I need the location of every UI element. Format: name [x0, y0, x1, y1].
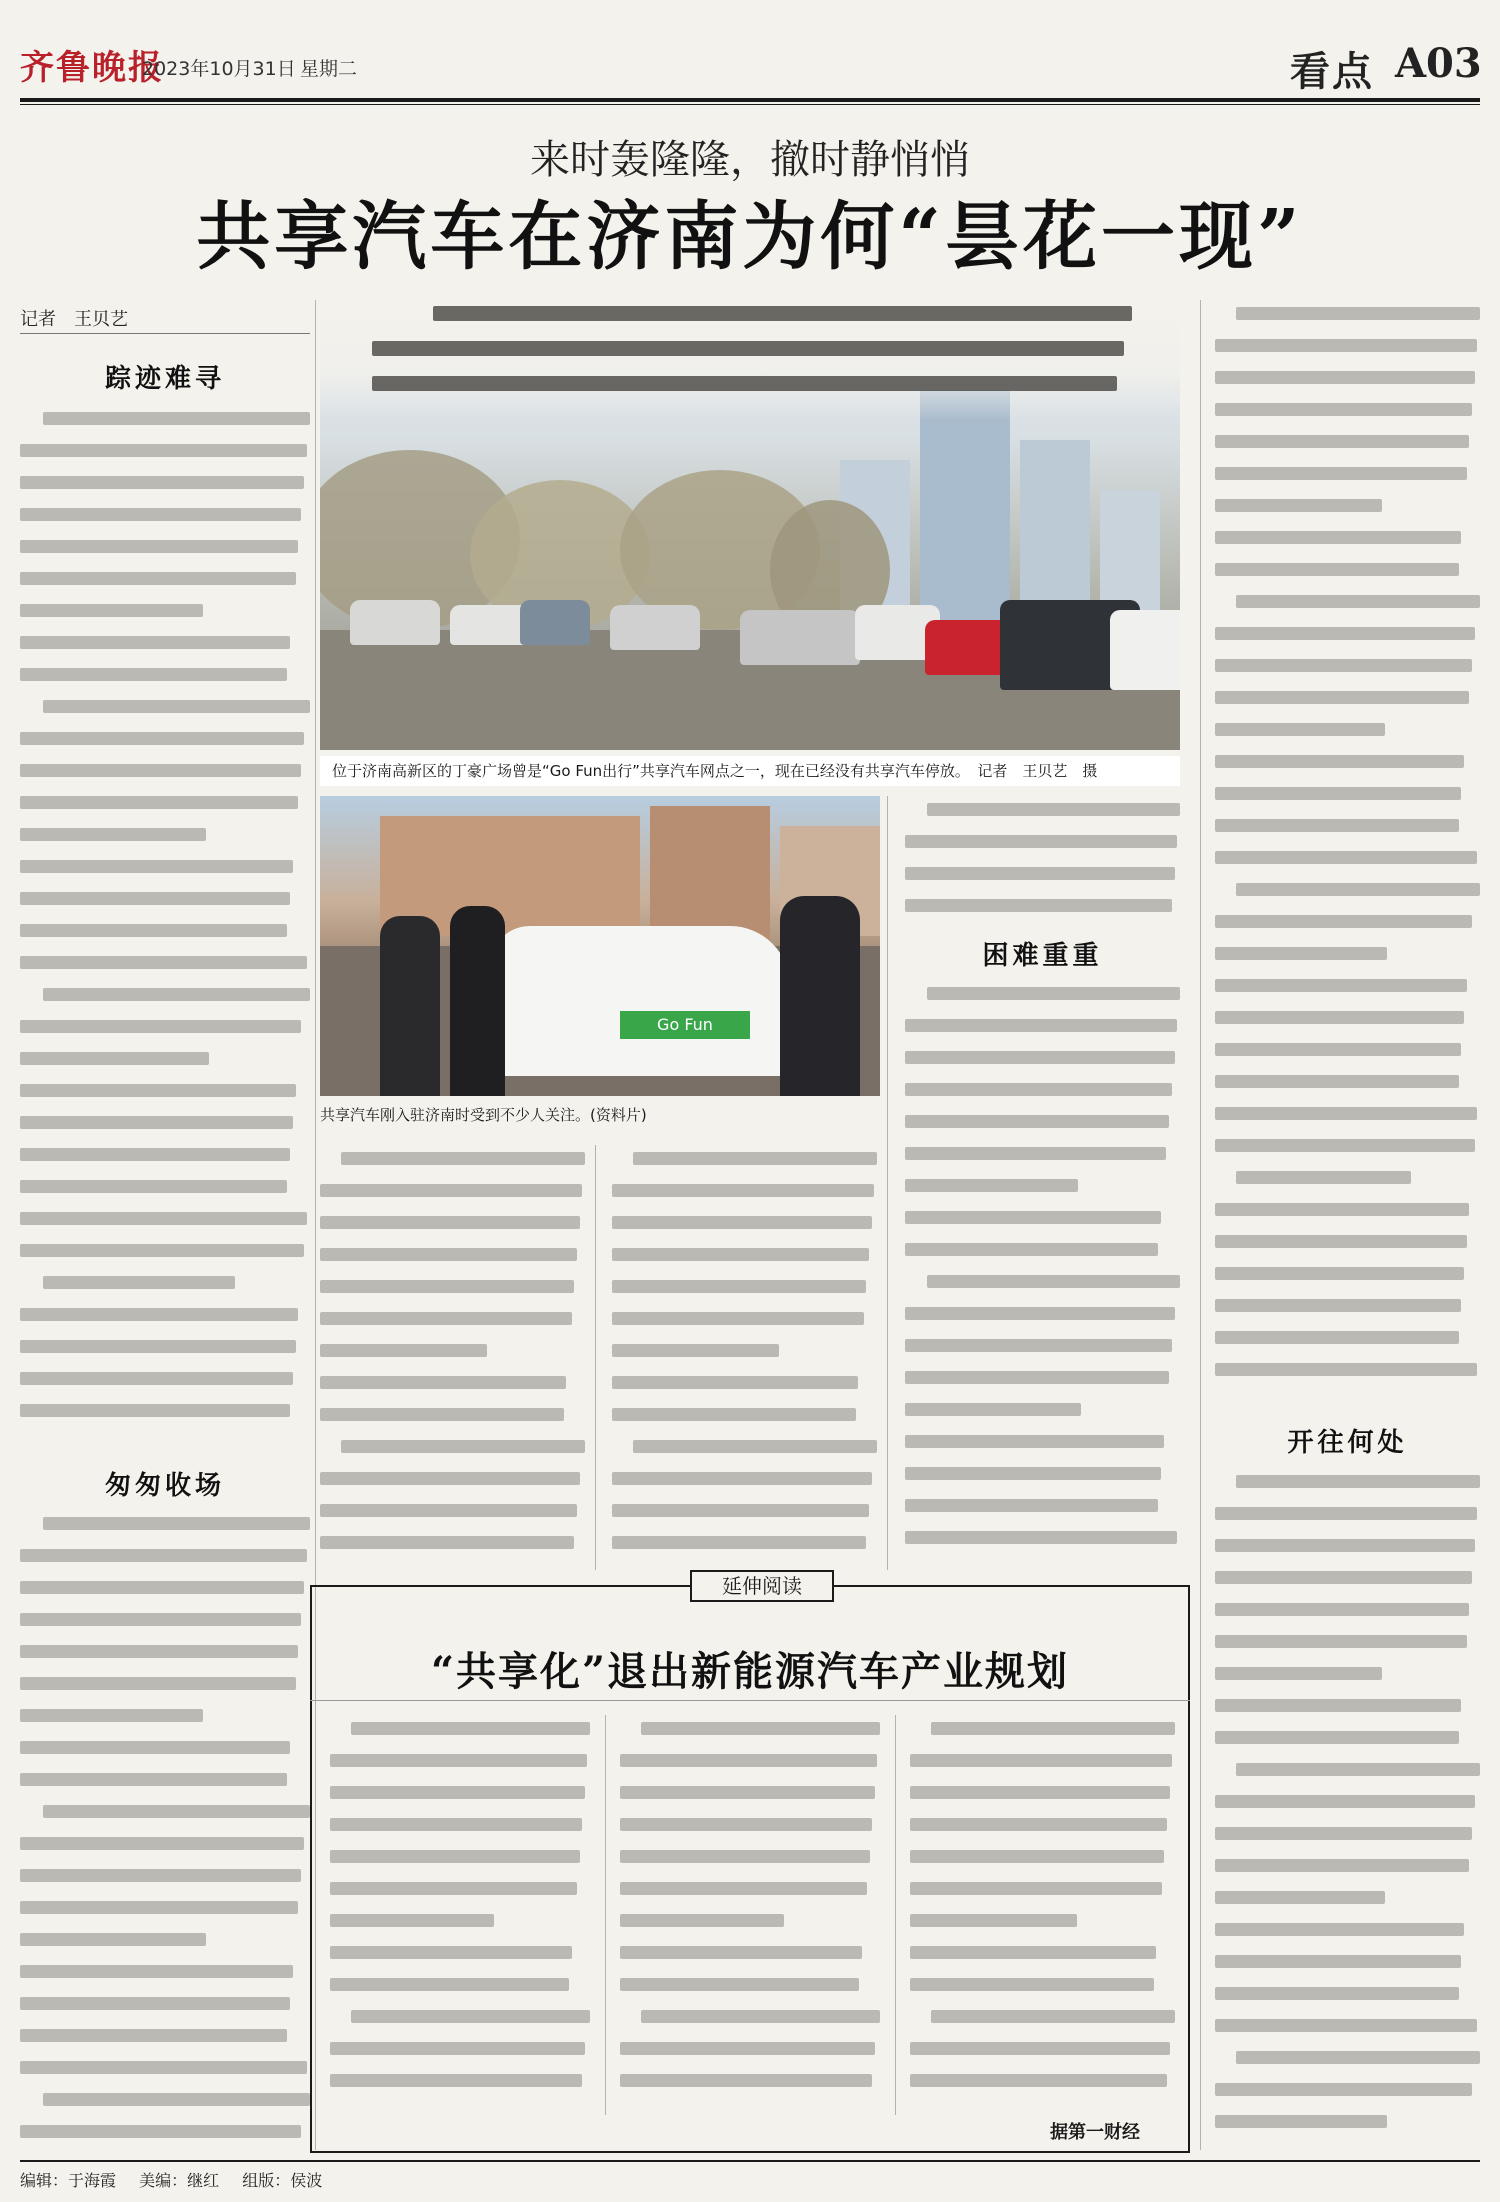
text-line [1215, 716, 1480, 742]
text-line [20, 1702, 310, 1728]
text-line [1215, 1724, 1480, 1750]
issue-weekday: 星期二 [300, 58, 358, 80]
text-line [20, 821, 310, 847]
text-line [20, 2054, 310, 2080]
text-line [910, 1843, 1175, 1869]
text-line [910, 1971, 1175, 1997]
text-line [905, 1492, 1180, 1518]
text-line [20, 1830, 310, 1856]
text-line [905, 1012, 1180, 1038]
article-kicker: 来时轰隆隆，撤时静悄悄 [530, 137, 970, 183]
text-line [1215, 1164, 1480, 1190]
body-text-column [905, 796, 1180, 926]
text-line [20, 1510, 310, 1536]
text-line [612, 1401, 877, 1427]
text-line [905, 892, 1180, 918]
footer-editor: 编辑：于海霞 [20, 2171, 117, 2190]
text-line [330, 1779, 590, 1805]
text-line [612, 1241, 877, 1267]
text-line [320, 1177, 585, 1203]
body-text-column [1215, 300, 1480, 1410]
text-line [330, 1811, 590, 1837]
text-line [20, 1141, 310, 1167]
text-line [20, 469, 310, 495]
text-line [620, 1971, 880, 1997]
text-line [1215, 1852, 1480, 1878]
text-line [20, 2086, 310, 2112]
text-line [612, 1273, 877, 1299]
text-line [1215, 1500, 1480, 1526]
text-line [20, 1013, 310, 1039]
text-line [1215, 1196, 1480, 1222]
text-line [372, 335, 1132, 361]
section-heading-4: 开往何处 [1287, 1428, 1408, 1458]
body-text-column [330, 1715, 590, 2115]
text-line [1215, 492, 1480, 518]
text-line [910, 2003, 1175, 2029]
text-line [320, 1209, 585, 1235]
text-line [330, 1715, 590, 1741]
text-line [1215, 1260, 1480, 1286]
text-line [905, 828, 1180, 854]
text-line [20, 1397, 310, 1423]
text-line [612, 1145, 877, 1171]
text-line [620, 2035, 880, 2061]
text-line [905, 1300, 1180, 1326]
car-brand-label: Go Fun [620, 1011, 750, 1039]
body-text-column [905, 980, 1180, 1570]
text-line [1215, 1532, 1480, 1558]
section-label: 看点 [1290, 48, 1374, 95]
text-line [620, 1779, 880, 1805]
text-line [620, 1747, 880, 1773]
text-line [612, 1337, 877, 1363]
text-line [1215, 940, 1480, 966]
text-line [20, 405, 310, 431]
text-line [612, 1177, 877, 1203]
text-line [20, 789, 310, 815]
text-line [1215, 844, 1480, 870]
text-line [1215, 332, 1480, 358]
text-line [20, 1269, 310, 1295]
text-line [330, 1747, 590, 1773]
footer-designer: 美编：继红 [139, 2171, 220, 2190]
text-line [20, 1638, 310, 1664]
text-line [1215, 1564, 1480, 1590]
text-line [905, 1236, 1180, 1262]
text-line [20, 693, 310, 719]
text-line [20, 1734, 310, 1760]
text-line [20, 885, 310, 911]
text-line [20, 1045, 310, 1071]
text-line [905, 1076, 1180, 1102]
text-line [1215, 2012, 1480, 2038]
column-divider [595, 1145, 596, 1570]
text-line [320, 1305, 585, 1331]
text-line [20, 2022, 310, 2048]
text-line [330, 1939, 590, 1965]
text-line [330, 1907, 590, 1933]
text-line [20, 1109, 310, 1135]
text-line [330, 2067, 590, 2093]
byline-rule [20, 333, 310, 334]
body-text-column [20, 405, 310, 1450]
byline: 记者 王贝艺 [20, 309, 128, 330]
text-line [612, 1305, 877, 1331]
text-line [910, 2035, 1175, 2061]
text-line [1215, 1692, 1480, 1718]
text-line [20, 917, 310, 943]
text-line [20, 1990, 310, 2016]
text-line [1215, 684, 1480, 710]
body-text-column [1215, 1468, 1480, 2150]
issue-date: 2023年10月31日 [142, 58, 296, 80]
text-line [372, 370, 1132, 396]
text-line [620, 1715, 880, 1741]
extended-reading-source: 据第一财经 [1050, 2122, 1140, 2143]
text-line [20, 981, 310, 1007]
text-line [612, 1497, 877, 1523]
text-line [1215, 1036, 1480, 1062]
text-line [20, 597, 310, 623]
text-line [20, 1333, 310, 1359]
text-line [1215, 1356, 1480, 1382]
footer-proof: 组版：侯波 [242, 2171, 323, 2190]
text-line [320, 1369, 585, 1395]
text-line [1215, 1596, 1480, 1622]
text-line [1215, 1292, 1480, 1318]
text-line [612, 1369, 877, 1395]
text-line [20, 661, 310, 687]
footer-rule [20, 2160, 1480, 2162]
text-line [20, 949, 310, 975]
text-line [20, 533, 310, 559]
text-line [905, 980, 1180, 1006]
text-line [20, 1173, 310, 1199]
text-line [905, 1396, 1180, 1422]
text-line [1215, 2044, 1480, 2070]
text-line [20, 1574, 310, 1600]
text-line [330, 2035, 590, 2061]
text-line [1215, 1660, 1480, 1686]
text-line [620, 1907, 880, 1933]
text-line [910, 1875, 1175, 1901]
text-line [905, 1044, 1180, 1070]
text-line [905, 1108, 1180, 1134]
section-heading-1: 踪迹难寻 [104, 364, 225, 394]
text-line [330, 2003, 590, 2029]
text-line [1215, 748, 1480, 774]
column-divider [605, 1715, 606, 2115]
text-line [20, 1237, 310, 1263]
text-line [910, 1811, 1175, 1837]
text-line [20, 757, 310, 783]
text-line [1215, 812, 1480, 838]
text-line [905, 1524, 1180, 1550]
text-line [1215, 780, 1480, 806]
text-line [330, 1971, 590, 1997]
article-headline: 共享汽车在济南为何“昙花一现” [196, 194, 1304, 280]
text-line [1215, 2076, 1480, 2102]
extended-reading-headline: “共享化”退出新能源汽车产业规划 [430, 1648, 1069, 1695]
text-line [320, 1401, 585, 1427]
text-line [612, 1465, 877, 1491]
text-line [20, 1077, 310, 1103]
text-line [620, 1811, 880, 1837]
text-line [1215, 364, 1480, 390]
masthead-rule [20, 98, 1480, 102]
text-line [1215, 1132, 1480, 1158]
text-line [320, 1241, 585, 1267]
column-divider [887, 796, 888, 1570]
text-line [905, 1268, 1180, 1294]
text-line [1215, 972, 1480, 998]
text-line [320, 1337, 585, 1363]
text-line [612, 1433, 877, 1459]
text-line [330, 1875, 590, 1901]
photo-caption: 共享汽车刚入驻济南时受到不少人关注。(资料片) [320, 1106, 647, 1124]
text-line [910, 1747, 1175, 1773]
text-line [20, 1798, 310, 1824]
text-line [905, 1140, 1180, 1166]
text-line [1215, 1884, 1480, 1910]
text-line [910, 1939, 1175, 1965]
text-line [20, 1894, 310, 1920]
text-line [20, 501, 310, 527]
text-line [20, 437, 310, 463]
text-line [20, 1365, 310, 1391]
text-line [612, 1209, 877, 1235]
text-line [1215, 2108, 1480, 2134]
text-line [1215, 460, 1480, 486]
column-divider [1200, 300, 1201, 2150]
text-line [905, 1172, 1180, 1198]
text-line [1215, 1756, 1480, 1782]
text-line [910, 2067, 1175, 2093]
text-line [905, 1364, 1180, 1390]
text-line [620, 2067, 880, 2093]
text-line [20, 1301, 310, 1327]
newspaper-logo: 齐鲁晚报 [20, 48, 164, 88]
body-text-column [620, 1715, 880, 2115]
text-line [20, 565, 310, 591]
page-footer [20, 2168, 340, 2191]
text-line [20, 1606, 310, 1632]
text-line [1215, 1228, 1480, 1254]
text-line [20, 1766, 310, 1792]
text-line [1215, 556, 1480, 582]
text-line [1215, 1788, 1480, 1814]
text-line [620, 1939, 880, 1965]
photo-shared-car [320, 796, 880, 1096]
text-line [320, 1465, 585, 1491]
text-line [1215, 1948, 1480, 1974]
text-line [1215, 652, 1480, 678]
text-line [20, 1542, 310, 1568]
text-line [320, 1497, 585, 1523]
extended-reading-rule [310, 1700, 1190, 1701]
body-text-column [910, 1715, 1175, 2110]
text-line [1215, 1820, 1480, 1846]
body-text-column [612, 1145, 877, 1570]
text-line [320, 1273, 585, 1299]
extended-reading-tag: 延伸阅读 [690, 1570, 834, 1602]
text-line [20, 1958, 310, 1984]
text-line [1215, 396, 1480, 422]
text-line [1215, 876, 1480, 902]
text-line [1215, 588, 1480, 614]
text-line [1215, 1628, 1480, 1654]
text-line [320, 1529, 585, 1555]
text-line [20, 1205, 310, 1231]
photo-caption: 位于济南高新区的丁豪广场曾是“Go Fun出行”共享汽车网点之一，现在已经没有共享汽车停放。 记者 王贝艺 摄 [320, 756, 1180, 786]
text-line [1215, 908, 1480, 934]
text-line [910, 1779, 1175, 1805]
text-line [620, 1843, 880, 1869]
lead-text-lines [372, 300, 1132, 405]
section-heading-2: 匆匆收场 [104, 1471, 225, 1501]
text-line [1215, 524, 1480, 550]
text-line [905, 796, 1180, 822]
text-line [620, 1875, 880, 1901]
text-line [905, 860, 1180, 886]
body-text-column [20, 1510, 310, 2150]
section-heading-3: 困难重重 [982, 941, 1103, 971]
text-line [20, 1926, 310, 1952]
text-line [20, 725, 310, 751]
text-line [20, 853, 310, 879]
text-line [1215, 300, 1480, 326]
text-line [905, 1428, 1180, 1454]
page-number: A03 [1395, 40, 1482, 87]
body-text-column [320, 1145, 585, 1570]
text-line [330, 1843, 590, 1869]
text-line [20, 2118, 310, 2144]
text-line [1215, 1468, 1480, 1494]
text-line [905, 1332, 1180, 1358]
text-line [1215, 428, 1480, 454]
text-line [372, 300, 1132, 326]
lead-paragraph [372, 300, 1132, 410]
text-line [20, 629, 310, 655]
text-line [20, 1670, 310, 1696]
text-line [910, 1907, 1175, 1933]
text-line [905, 1204, 1180, 1230]
text-line [320, 1145, 585, 1171]
text-line [1215, 1980, 1480, 2006]
text-line [612, 1529, 877, 1555]
masthead-rule-thin [20, 104, 1480, 105]
text-line [1215, 1068, 1480, 1094]
text-line [20, 1862, 310, 1888]
text-line [905, 1460, 1180, 1486]
column-divider [895, 1715, 896, 2115]
text-line [1215, 620, 1480, 646]
text-line [620, 2003, 880, 2029]
text-line [1215, 1004, 1480, 1030]
text-line [1215, 1100, 1480, 1126]
text-line [1215, 1916, 1480, 1942]
text-line [910, 1715, 1175, 1741]
text-line [320, 1433, 585, 1459]
text-line [1215, 1324, 1480, 1350]
